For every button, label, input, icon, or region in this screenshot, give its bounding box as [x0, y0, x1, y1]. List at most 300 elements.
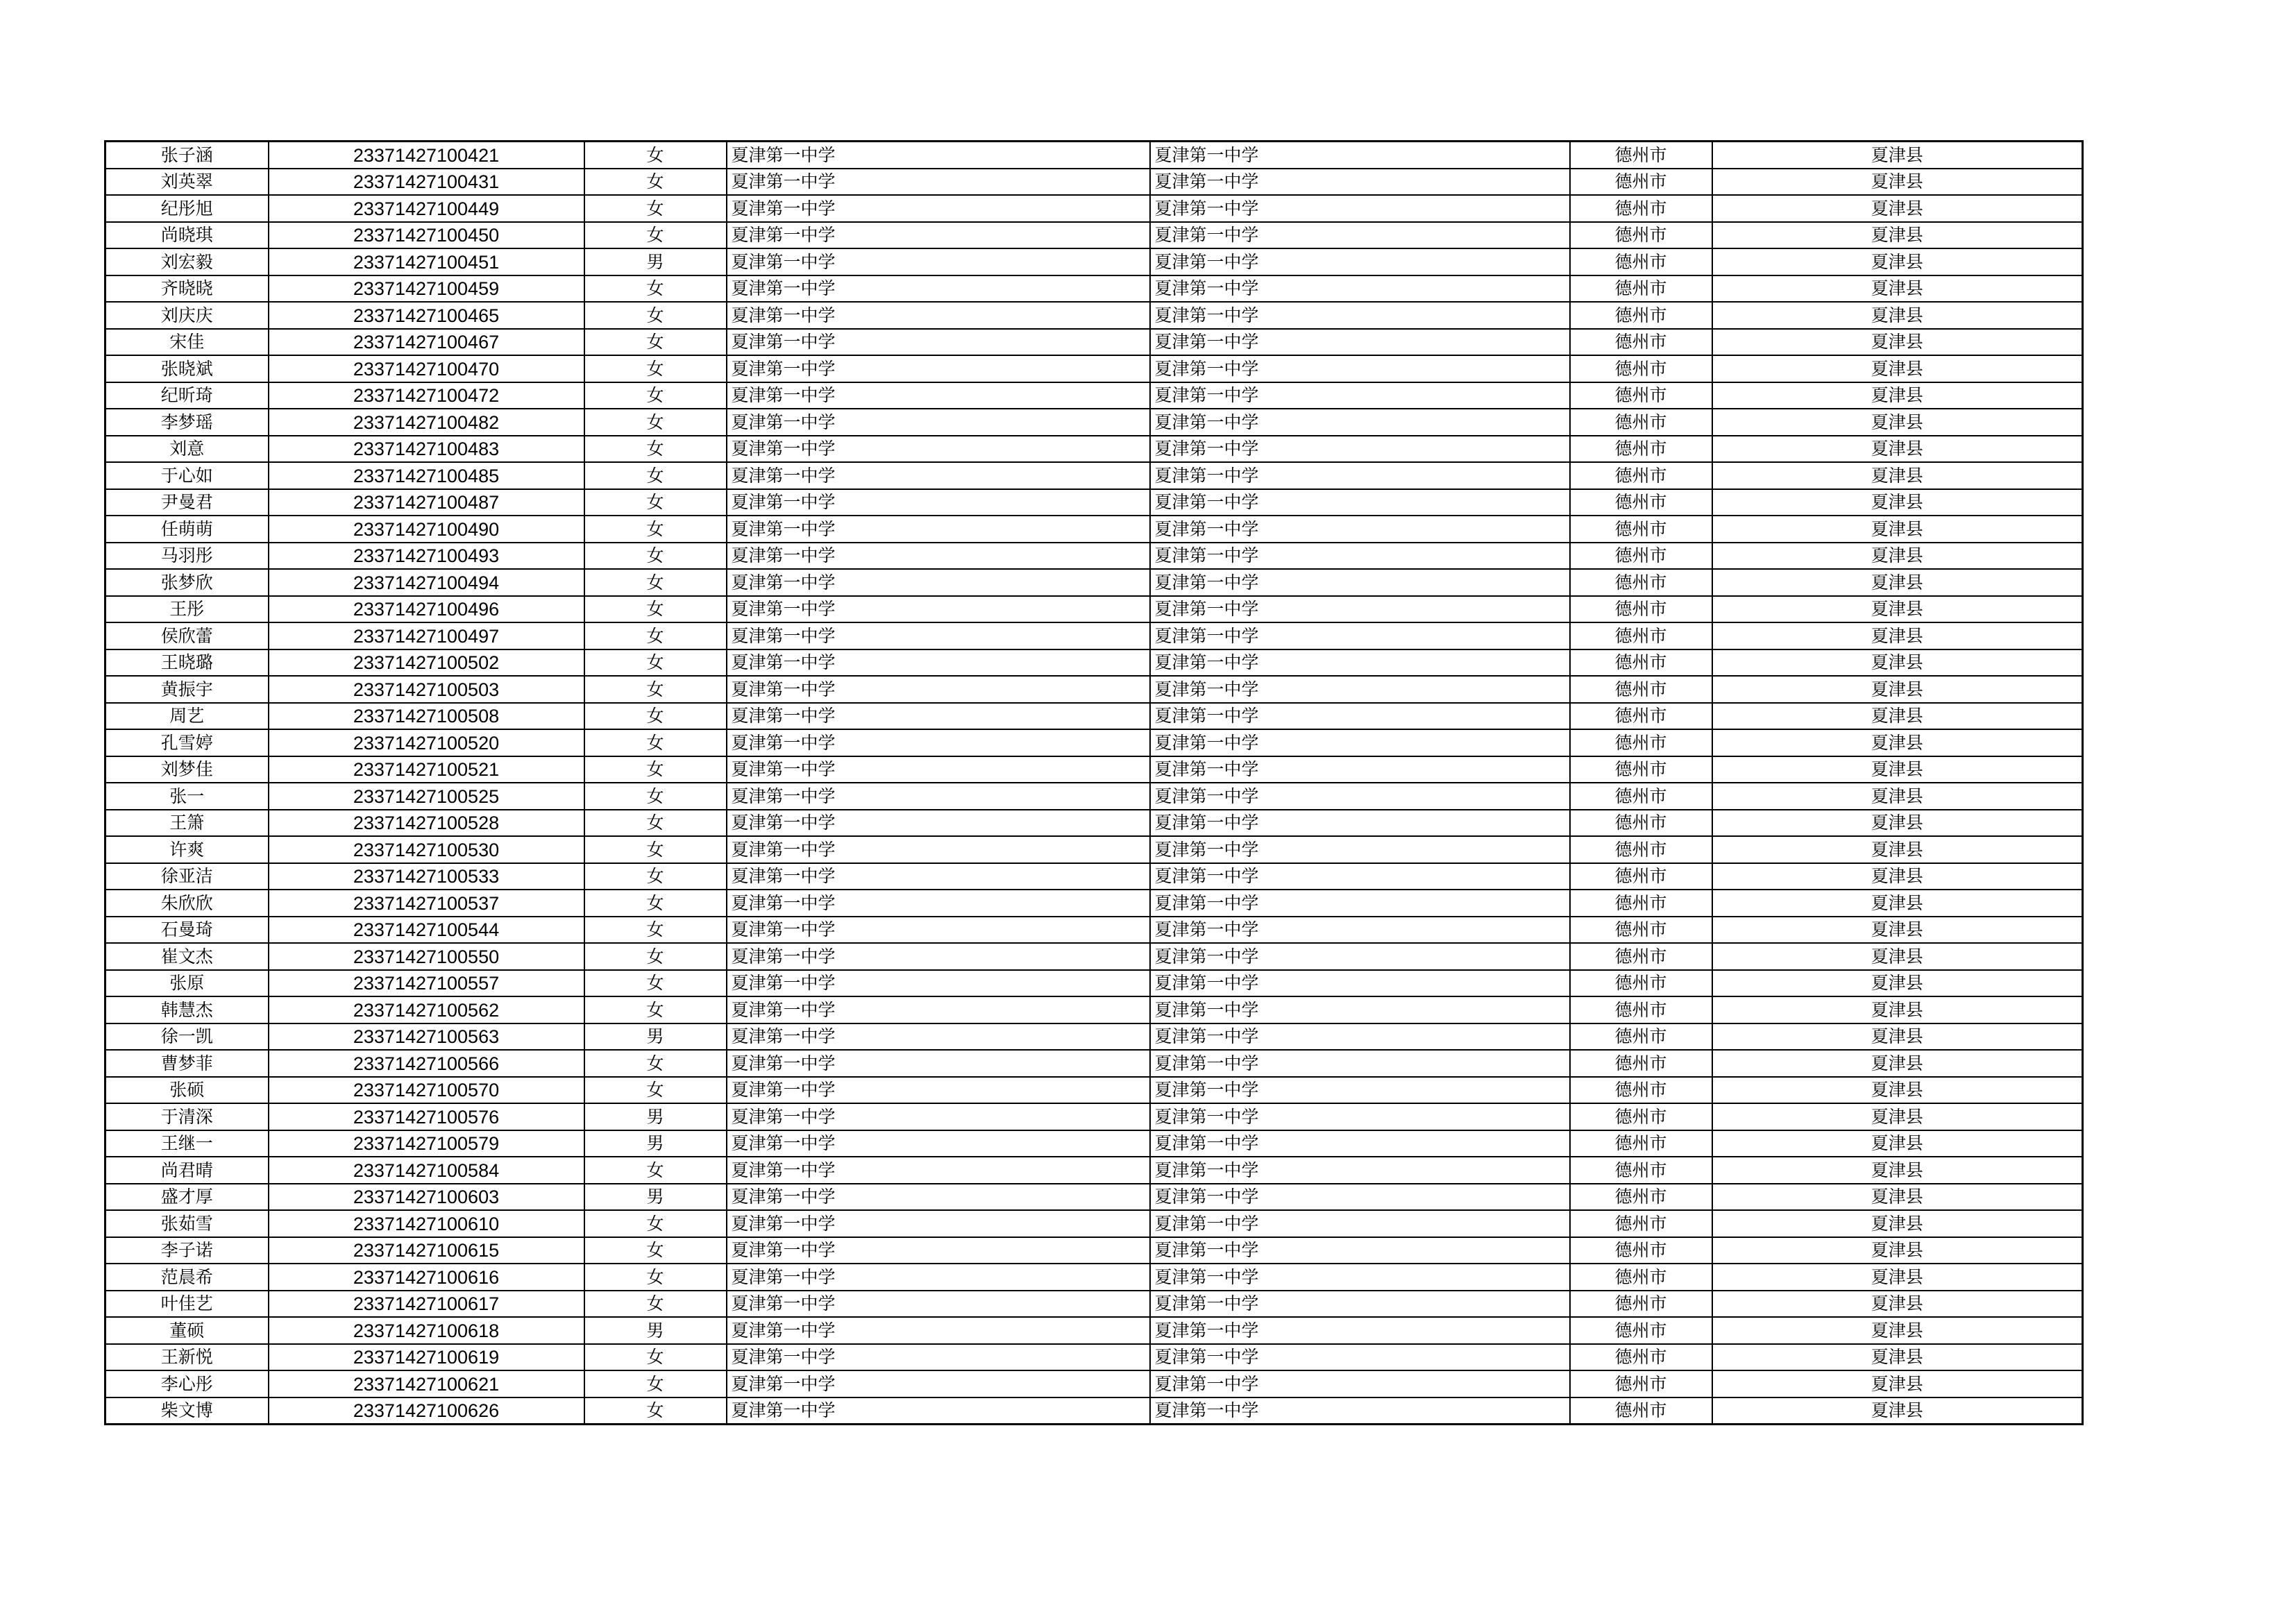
county-cell: 夏津县 — [1712, 1077, 2083, 1104]
county-cell: 夏津县 — [1712, 836, 2083, 863]
student-name-cell: 侯欣蕾 — [105, 622, 269, 649]
table-body — [105, 142, 2083, 1425]
gender-cell: 女 — [584, 703, 727, 730]
exam-site-cell: 夏津第一中学 — [1150, 729, 1570, 756]
exam-id-cell: 23371427100563 — [269, 1023, 584, 1051]
school-cell: 夏津第一中学 — [727, 1317, 1150, 1344]
exam-id-cell: 23371427100472 — [269, 382, 584, 409]
county-cell: 夏津县 — [1712, 516, 2083, 543]
student-name-cell: 王箫 — [105, 810, 269, 837]
table-row — [105, 649, 2083, 677]
city-cell: 德州市 — [1570, 943, 1712, 970]
gender-cell: 女 — [584, 996, 727, 1023]
exam-id-cell: 23371427100576 — [269, 1103, 584, 1130]
exam-id-cell: 23371427100579 — [269, 1130, 584, 1157]
city-cell: 德州市 — [1570, 1370, 1712, 1397]
city-cell: 德州市 — [1570, 1397, 1712, 1425]
county-cell: 夏津县 — [1712, 917, 2083, 944]
county-cell: 夏津县 — [1712, 810, 2083, 837]
city-cell: 德州市 — [1570, 462, 1712, 489]
table-row — [105, 729, 2083, 756]
city-cell: 德州市 — [1570, 970, 1712, 997]
table-row — [105, 756, 2083, 783]
school-cell: 夏津第一中学 — [727, 543, 1150, 570]
table-row — [105, 489, 2083, 516]
school-cell: 夏津第一中学 — [727, 756, 1150, 783]
city-cell: 德州市 — [1570, 543, 1712, 570]
county-cell: 夏津县 — [1712, 275, 2083, 303]
table-row — [105, 996, 2083, 1023]
exam-site-cell: 夏津第一中学 — [1150, 996, 1570, 1023]
table-row — [105, 1264, 2083, 1291]
gender-cell: 女 — [584, 489, 727, 516]
exam-id-cell: 23371427100496 — [269, 596, 584, 623]
city-cell: 德州市 — [1570, 409, 1712, 436]
student-name-cell: 刘庆庆 — [105, 302, 269, 329]
exam-site-cell: 夏津第一中学 — [1150, 275, 1570, 303]
student-name-cell: 纪彤旭 — [105, 195, 269, 222]
school-cell: 夏津第一中学 — [727, 1184, 1150, 1211]
county-cell: 夏津县 — [1712, 302, 2083, 329]
exam-id-cell: 23371427100467 — [269, 329, 584, 356]
student-name-cell: 王新悦 — [105, 1344, 269, 1371]
gender-cell: 女 — [584, 783, 727, 810]
student-name-cell: 曹梦菲 — [105, 1050, 269, 1077]
exam-site-cell: 夏津第一中学 — [1150, 1370, 1570, 1397]
school-cell: 夏津第一中学 — [727, 195, 1150, 222]
county-cell: 夏津县 — [1712, 329, 2083, 356]
county-cell: 夏津县 — [1712, 489, 2083, 516]
exam-id-cell: 23371427100610 — [269, 1210, 584, 1237]
gender-cell: 女 — [584, 863, 727, 890]
gender-cell: 女 — [584, 1050, 727, 1077]
exam-id-cell: 23371427100615 — [269, 1237, 584, 1264]
table-row — [105, 1210, 2083, 1237]
city-cell: 德州市 — [1570, 996, 1712, 1023]
exam-id-cell: 23371427100621 — [269, 1370, 584, 1397]
city-cell: 德州市 — [1570, 355, 1712, 382]
gender-cell: 女 — [584, 409, 727, 436]
exam-id-cell: 23371427100626 — [269, 1397, 584, 1425]
school-cell: 夏津第一中学 — [727, 355, 1150, 382]
student-name-cell: 徐一凯 — [105, 1023, 269, 1051]
table-row — [105, 943, 2083, 970]
gender-cell: 女 — [584, 302, 727, 329]
city-cell: 德州市 — [1570, 1050, 1712, 1077]
city-cell: 德州市 — [1570, 302, 1712, 329]
city-cell: 德州市 — [1570, 890, 1712, 917]
student-name-cell: 纪昕琦 — [105, 382, 269, 409]
city-cell: 德州市 — [1570, 596, 1712, 623]
city-cell: 德州市 — [1570, 622, 1712, 649]
exam-site-cell: 夏津第一中学 — [1150, 569, 1570, 596]
exam-id-cell: 23371427100566 — [269, 1050, 584, 1077]
exam-site-cell: 夏津第一中学 — [1150, 169, 1570, 196]
school-cell: 夏津第一中学 — [727, 489, 1150, 516]
exam-id-cell: 23371427100465 — [269, 302, 584, 329]
table-row — [105, 222, 2083, 249]
county-cell: 夏津县 — [1712, 569, 2083, 596]
school-cell: 夏津第一中学 — [727, 703, 1150, 730]
county-cell: 夏津县 — [1712, 970, 2083, 997]
county-cell: 夏津县 — [1712, 1317, 2083, 1344]
county-cell: 夏津县 — [1712, 543, 2083, 570]
city-cell: 德州市 — [1570, 489, 1712, 516]
school-cell: 夏津第一中学 — [727, 943, 1150, 970]
city-cell: 德州市 — [1570, 329, 1712, 356]
student-name-cell: 任萌萌 — [105, 516, 269, 543]
exam-id-cell: 23371427100503 — [269, 676, 584, 703]
gender-cell: 女 — [584, 195, 727, 222]
exam-site-cell: 夏津第一中学 — [1150, 1130, 1570, 1157]
exam-id-cell: 23371427100520 — [269, 729, 584, 756]
exam-site-cell: 夏津第一中学 — [1150, 516, 1570, 543]
school-cell: 夏津第一中学 — [727, 436, 1150, 463]
exam-site-cell: 夏津第一中学 — [1150, 1344, 1570, 1371]
county-cell: 夏津县 — [1712, 142, 2083, 169]
school-cell: 夏津第一中学 — [727, 729, 1150, 756]
student-name-cell: 宋佳 — [105, 329, 269, 356]
gender-cell: 女 — [584, 462, 727, 489]
exam-site-cell: 夏津第一中学 — [1150, 409, 1570, 436]
gender-cell: 女 — [584, 729, 727, 756]
student-name-cell: 张一 — [105, 783, 269, 810]
city-cell: 德州市 — [1570, 382, 1712, 409]
exam-id-cell: 23371427100528 — [269, 810, 584, 837]
county-cell: 夏津县 — [1712, 409, 2083, 436]
table-row — [105, 409, 2083, 436]
gender-cell: 男 — [584, 248, 727, 275]
table-row — [105, 1130, 2083, 1157]
city-cell: 德州市 — [1570, 703, 1712, 730]
gender-cell: 女 — [584, 1397, 727, 1425]
exam-site-cell: 夏津第一中学 — [1150, 382, 1570, 409]
table-row — [105, 917, 2083, 944]
table-row — [105, 970, 2083, 997]
student-name-cell: 徐亚洁 — [105, 863, 269, 890]
county-cell: 夏津县 — [1712, 1291, 2083, 1318]
county-cell: 夏津县 — [1712, 863, 2083, 890]
county-cell: 夏津县 — [1712, 996, 2083, 1023]
city-cell: 德州市 — [1570, 1023, 1712, 1051]
gender-cell: 女 — [584, 1157, 727, 1184]
exam-site-cell: 夏津第一中学 — [1150, 1023, 1570, 1051]
exam-site-cell: 夏津第一中学 — [1150, 489, 1570, 516]
student-name-cell: 张梦欣 — [105, 569, 269, 596]
table-row — [105, 1370, 2083, 1397]
student-name-cell: 韩慧杰 — [105, 996, 269, 1023]
exam-id-cell: 23371427100617 — [269, 1291, 584, 1318]
student-name-cell: 叶佳艺 — [105, 1291, 269, 1318]
student-name-cell: 李心彤 — [105, 1370, 269, 1397]
table-row — [105, 1237, 2083, 1264]
table-row — [105, 1050, 2083, 1077]
school-cell: 夏津第一中学 — [727, 169, 1150, 196]
city-cell: 德州市 — [1570, 169, 1712, 196]
gender-cell: 女 — [584, 142, 727, 169]
gender-cell: 女 — [584, 917, 727, 944]
exam-id-cell: 23371427100494 — [269, 569, 584, 596]
exam-id-cell: 23371427100619 — [269, 1344, 584, 1371]
table-row — [105, 302, 2083, 329]
student-name-cell: 朱欣欣 — [105, 890, 269, 917]
gender-cell: 男 — [584, 1184, 727, 1211]
school-cell: 夏津第一中学 — [727, 676, 1150, 703]
student-name-cell: 于清深 — [105, 1103, 269, 1130]
student-name-cell: 马羽彤 — [105, 543, 269, 570]
school-cell: 夏津第一中学 — [727, 1210, 1150, 1237]
school-cell: 夏津第一中学 — [727, 382, 1150, 409]
student-name-cell: 黄振宇 — [105, 676, 269, 703]
exam-site-cell: 夏津第一中学 — [1150, 676, 1570, 703]
county-cell: 夏津县 — [1712, 1210, 2083, 1237]
school-cell: 夏津第一中学 — [727, 783, 1150, 810]
student-name-cell: 齐晓晓 — [105, 275, 269, 303]
county-cell: 夏津县 — [1712, 222, 2083, 249]
city-cell: 德州市 — [1570, 1237, 1712, 1264]
exam-site-cell: 夏津第一中学 — [1150, 943, 1570, 970]
city-cell: 德州市 — [1570, 569, 1712, 596]
exam-id-cell: 23371427100459 — [269, 275, 584, 303]
exam-site-cell: 夏津第一中学 — [1150, 1291, 1570, 1318]
city-cell: 德州市 — [1570, 1291, 1712, 1318]
student-name-cell: 董硕 — [105, 1317, 269, 1344]
student-name-cell: 张原 — [105, 970, 269, 997]
student-list-table — [104, 140, 2084, 1425]
school-cell: 夏津第一中学 — [727, 569, 1150, 596]
exam-site-cell: 夏津第一中学 — [1150, 1317, 1570, 1344]
exam-site-cell: 夏津第一中学 — [1150, 195, 1570, 222]
exam-site-cell: 夏津第一中学 — [1150, 783, 1570, 810]
table-row — [105, 836, 2083, 863]
school-cell: 夏津第一中学 — [727, 275, 1150, 303]
school-cell: 夏津第一中学 — [727, 1397, 1150, 1425]
city-cell: 德州市 — [1570, 1264, 1712, 1291]
county-cell: 夏津县 — [1712, 890, 2083, 917]
exam-site-cell: 夏津第一中学 — [1150, 355, 1570, 382]
exam-site-cell: 夏津第一中学 — [1150, 142, 1570, 169]
city-cell: 德州市 — [1570, 1184, 1712, 1211]
table-row — [105, 622, 2083, 649]
student-name-cell: 范晨希 — [105, 1264, 269, 1291]
exam-site-cell: 夏津第一中学 — [1150, 329, 1570, 356]
school-cell: 夏津第一中学 — [727, 1077, 1150, 1104]
table-row — [105, 569, 2083, 596]
gender-cell: 女 — [584, 382, 727, 409]
school-cell: 夏津第一中学 — [727, 516, 1150, 543]
county-cell: 夏津县 — [1712, 703, 2083, 730]
table-row — [105, 248, 2083, 275]
county-cell: 夏津县 — [1712, 649, 2083, 677]
student-name-cell: 尹曼君 — [105, 489, 269, 516]
gender-cell: 女 — [584, 1077, 727, 1104]
exam-id-cell: 23371427100584 — [269, 1157, 584, 1184]
county-cell: 夏津县 — [1712, 195, 2083, 222]
exam-site-cell: 夏津第一中学 — [1150, 302, 1570, 329]
table-row — [105, 783, 2083, 810]
exam-id-cell: 23371427100485 — [269, 462, 584, 489]
school-cell: 夏津第一中学 — [727, 970, 1150, 997]
school-cell: 夏津第一中学 — [727, 1291, 1150, 1318]
exam-id-cell: 23371427100483 — [269, 436, 584, 463]
county-cell: 夏津县 — [1712, 943, 2083, 970]
exam-id-cell: 23371427100470 — [269, 355, 584, 382]
exam-id-cell: 23371427100497 — [269, 622, 584, 649]
county-cell: 夏津县 — [1712, 1344, 2083, 1371]
school-cell: 夏津第一中学 — [727, 836, 1150, 863]
city-cell: 德州市 — [1570, 676, 1712, 703]
school-cell: 夏津第一中学 — [727, 1264, 1150, 1291]
table-row — [105, 516, 2083, 543]
student-name-cell: 许爽 — [105, 836, 269, 863]
exam-site-cell: 夏津第一中学 — [1150, 810, 1570, 837]
exam-id-cell: 23371427100482 — [269, 409, 584, 436]
gender-cell: 女 — [584, 436, 727, 463]
exam-site-cell: 夏津第一中学 — [1150, 543, 1570, 570]
gender-cell: 女 — [584, 890, 727, 917]
exam-id-cell: 23371427100544 — [269, 917, 584, 944]
exam-id-cell: 23371427100530 — [269, 836, 584, 863]
exam-site-cell: 夏津第一中学 — [1150, 622, 1570, 649]
school-cell: 夏津第一中学 — [727, 222, 1150, 249]
table-row — [105, 1317, 2083, 1344]
exam-id-cell: 23371427100616 — [269, 1264, 584, 1291]
table-row — [105, 275, 2083, 303]
exam-site-cell: 夏津第一中学 — [1150, 1210, 1570, 1237]
gender-cell: 女 — [584, 810, 727, 837]
city-cell: 德州市 — [1570, 863, 1712, 890]
student-name-cell: 石曼琦 — [105, 917, 269, 944]
exam-site-cell: 夏津第一中学 — [1150, 756, 1570, 783]
school-cell: 夏津第一中学 — [727, 409, 1150, 436]
gender-cell: 女 — [584, 516, 727, 543]
student-name-cell: 张子涵 — [105, 142, 269, 169]
county-cell: 夏津县 — [1712, 783, 2083, 810]
student-name-cell: 崔文杰 — [105, 943, 269, 970]
gender-cell: 女 — [584, 970, 727, 997]
exam-site-cell: 夏津第一中学 — [1150, 596, 1570, 623]
gender-cell: 女 — [584, 1291, 727, 1318]
table-row — [105, 810, 2083, 837]
table-row — [105, 1184, 2083, 1211]
table-row — [105, 863, 2083, 890]
table-row — [105, 596, 2083, 623]
student-name-cell: 李梦瑶 — [105, 409, 269, 436]
exam-site-cell: 夏津第一中学 — [1150, 1050, 1570, 1077]
city-cell: 德州市 — [1570, 729, 1712, 756]
exam-site-cell: 夏津第一中学 — [1150, 1157, 1570, 1184]
gender-cell: 男 — [584, 1103, 727, 1130]
county-cell: 夏津县 — [1712, 382, 2083, 409]
gender-cell: 男 — [584, 1130, 727, 1157]
student-name-cell: 孔雪婷 — [105, 729, 269, 756]
school-cell: 夏津第一中学 — [727, 1103, 1150, 1130]
exam-id-cell: 23371427100431 — [269, 169, 584, 196]
student-name-cell: 刘梦佳 — [105, 756, 269, 783]
table-row — [105, 543, 2083, 570]
city-cell: 德州市 — [1570, 436, 1712, 463]
exam-id-cell: 23371427100487 — [269, 489, 584, 516]
student-name-cell: 王彤 — [105, 596, 269, 623]
exam-id-cell: 23371427100449 — [269, 195, 584, 222]
student-name-cell: 王继一 — [105, 1130, 269, 1157]
gender-cell: 女 — [584, 756, 727, 783]
gender-cell: 女 — [584, 596, 727, 623]
gender-cell: 女 — [584, 836, 727, 863]
county-cell: 夏津县 — [1712, 248, 2083, 275]
table-row — [105, 1023, 2083, 1051]
table-row — [105, 355, 2083, 382]
city-cell: 德州市 — [1570, 917, 1712, 944]
city-cell: 德州市 — [1570, 516, 1712, 543]
exam-site-cell: 夏津第一中学 — [1150, 1397, 1570, 1425]
student-name-cell: 周艺 — [105, 703, 269, 730]
table-row — [105, 703, 2083, 730]
city-cell: 德州市 — [1570, 1103, 1712, 1130]
gender-cell: 男 — [584, 1023, 727, 1051]
gender-cell: 女 — [584, 943, 727, 970]
city-cell: 德州市 — [1570, 1077, 1712, 1104]
gender-cell: 女 — [584, 1237, 727, 1264]
gender-cell: 女 — [584, 622, 727, 649]
exam-id-cell: 23371427100557 — [269, 970, 584, 997]
exam-site-cell: 夏津第一中学 — [1150, 1077, 1570, 1104]
table-row — [105, 1344, 2083, 1371]
school-cell: 夏津第一中学 — [727, 810, 1150, 837]
county-cell: 夏津县 — [1712, 1157, 2083, 1184]
county-cell: 夏津县 — [1712, 1237, 2083, 1264]
exam-site-cell: 夏津第一中学 — [1150, 248, 1570, 275]
gender-cell: 女 — [584, 1210, 727, 1237]
exam-id-cell: 23371427100537 — [269, 890, 584, 917]
exam-site-cell: 夏津第一中学 — [1150, 970, 1570, 997]
school-cell: 夏津第一中学 — [727, 596, 1150, 623]
student-name-cell: 于心如 — [105, 462, 269, 489]
county-cell: 夏津县 — [1712, 1370, 2083, 1397]
student-name-cell: 刘英翠 — [105, 169, 269, 196]
table-row — [105, 142, 2083, 169]
student-name-cell: 刘宏毅 — [105, 248, 269, 275]
city-cell: 德州市 — [1570, 248, 1712, 275]
gender-cell: 女 — [584, 543, 727, 570]
county-cell: 夏津县 — [1712, 1103, 2083, 1130]
exam-id-cell: 23371427100562 — [269, 996, 584, 1023]
gender-cell: 女 — [584, 329, 727, 356]
table-row — [105, 890, 2083, 917]
exam-id-cell: 23371427100490 — [269, 516, 584, 543]
county-cell: 夏津县 — [1712, 462, 2083, 489]
city-cell: 德州市 — [1570, 649, 1712, 677]
city-cell: 德州市 — [1570, 222, 1712, 249]
county-cell: 夏津县 — [1712, 436, 2083, 463]
city-cell: 德州市 — [1570, 1130, 1712, 1157]
city-cell: 德州市 — [1570, 195, 1712, 222]
gender-cell: 女 — [584, 1370, 727, 1397]
gender-cell: 女 — [584, 1264, 727, 1291]
county-cell: 夏津县 — [1712, 729, 2083, 756]
student-name-cell: 李子诺 — [105, 1237, 269, 1264]
city-cell: 德州市 — [1570, 1344, 1712, 1371]
gender-cell: 女 — [584, 649, 727, 677]
gender-cell: 女 — [584, 569, 727, 596]
exam-id-cell: 23371427100550 — [269, 943, 584, 970]
school-cell: 夏津第一中学 — [727, 917, 1150, 944]
county-cell: 夏津县 — [1712, 596, 2083, 623]
school-cell: 夏津第一中学 — [727, 462, 1150, 489]
exam-site-cell: 夏津第一中学 — [1150, 462, 1570, 489]
school-cell: 夏津第一中学 — [727, 1344, 1150, 1371]
table-row — [105, 436, 2083, 463]
